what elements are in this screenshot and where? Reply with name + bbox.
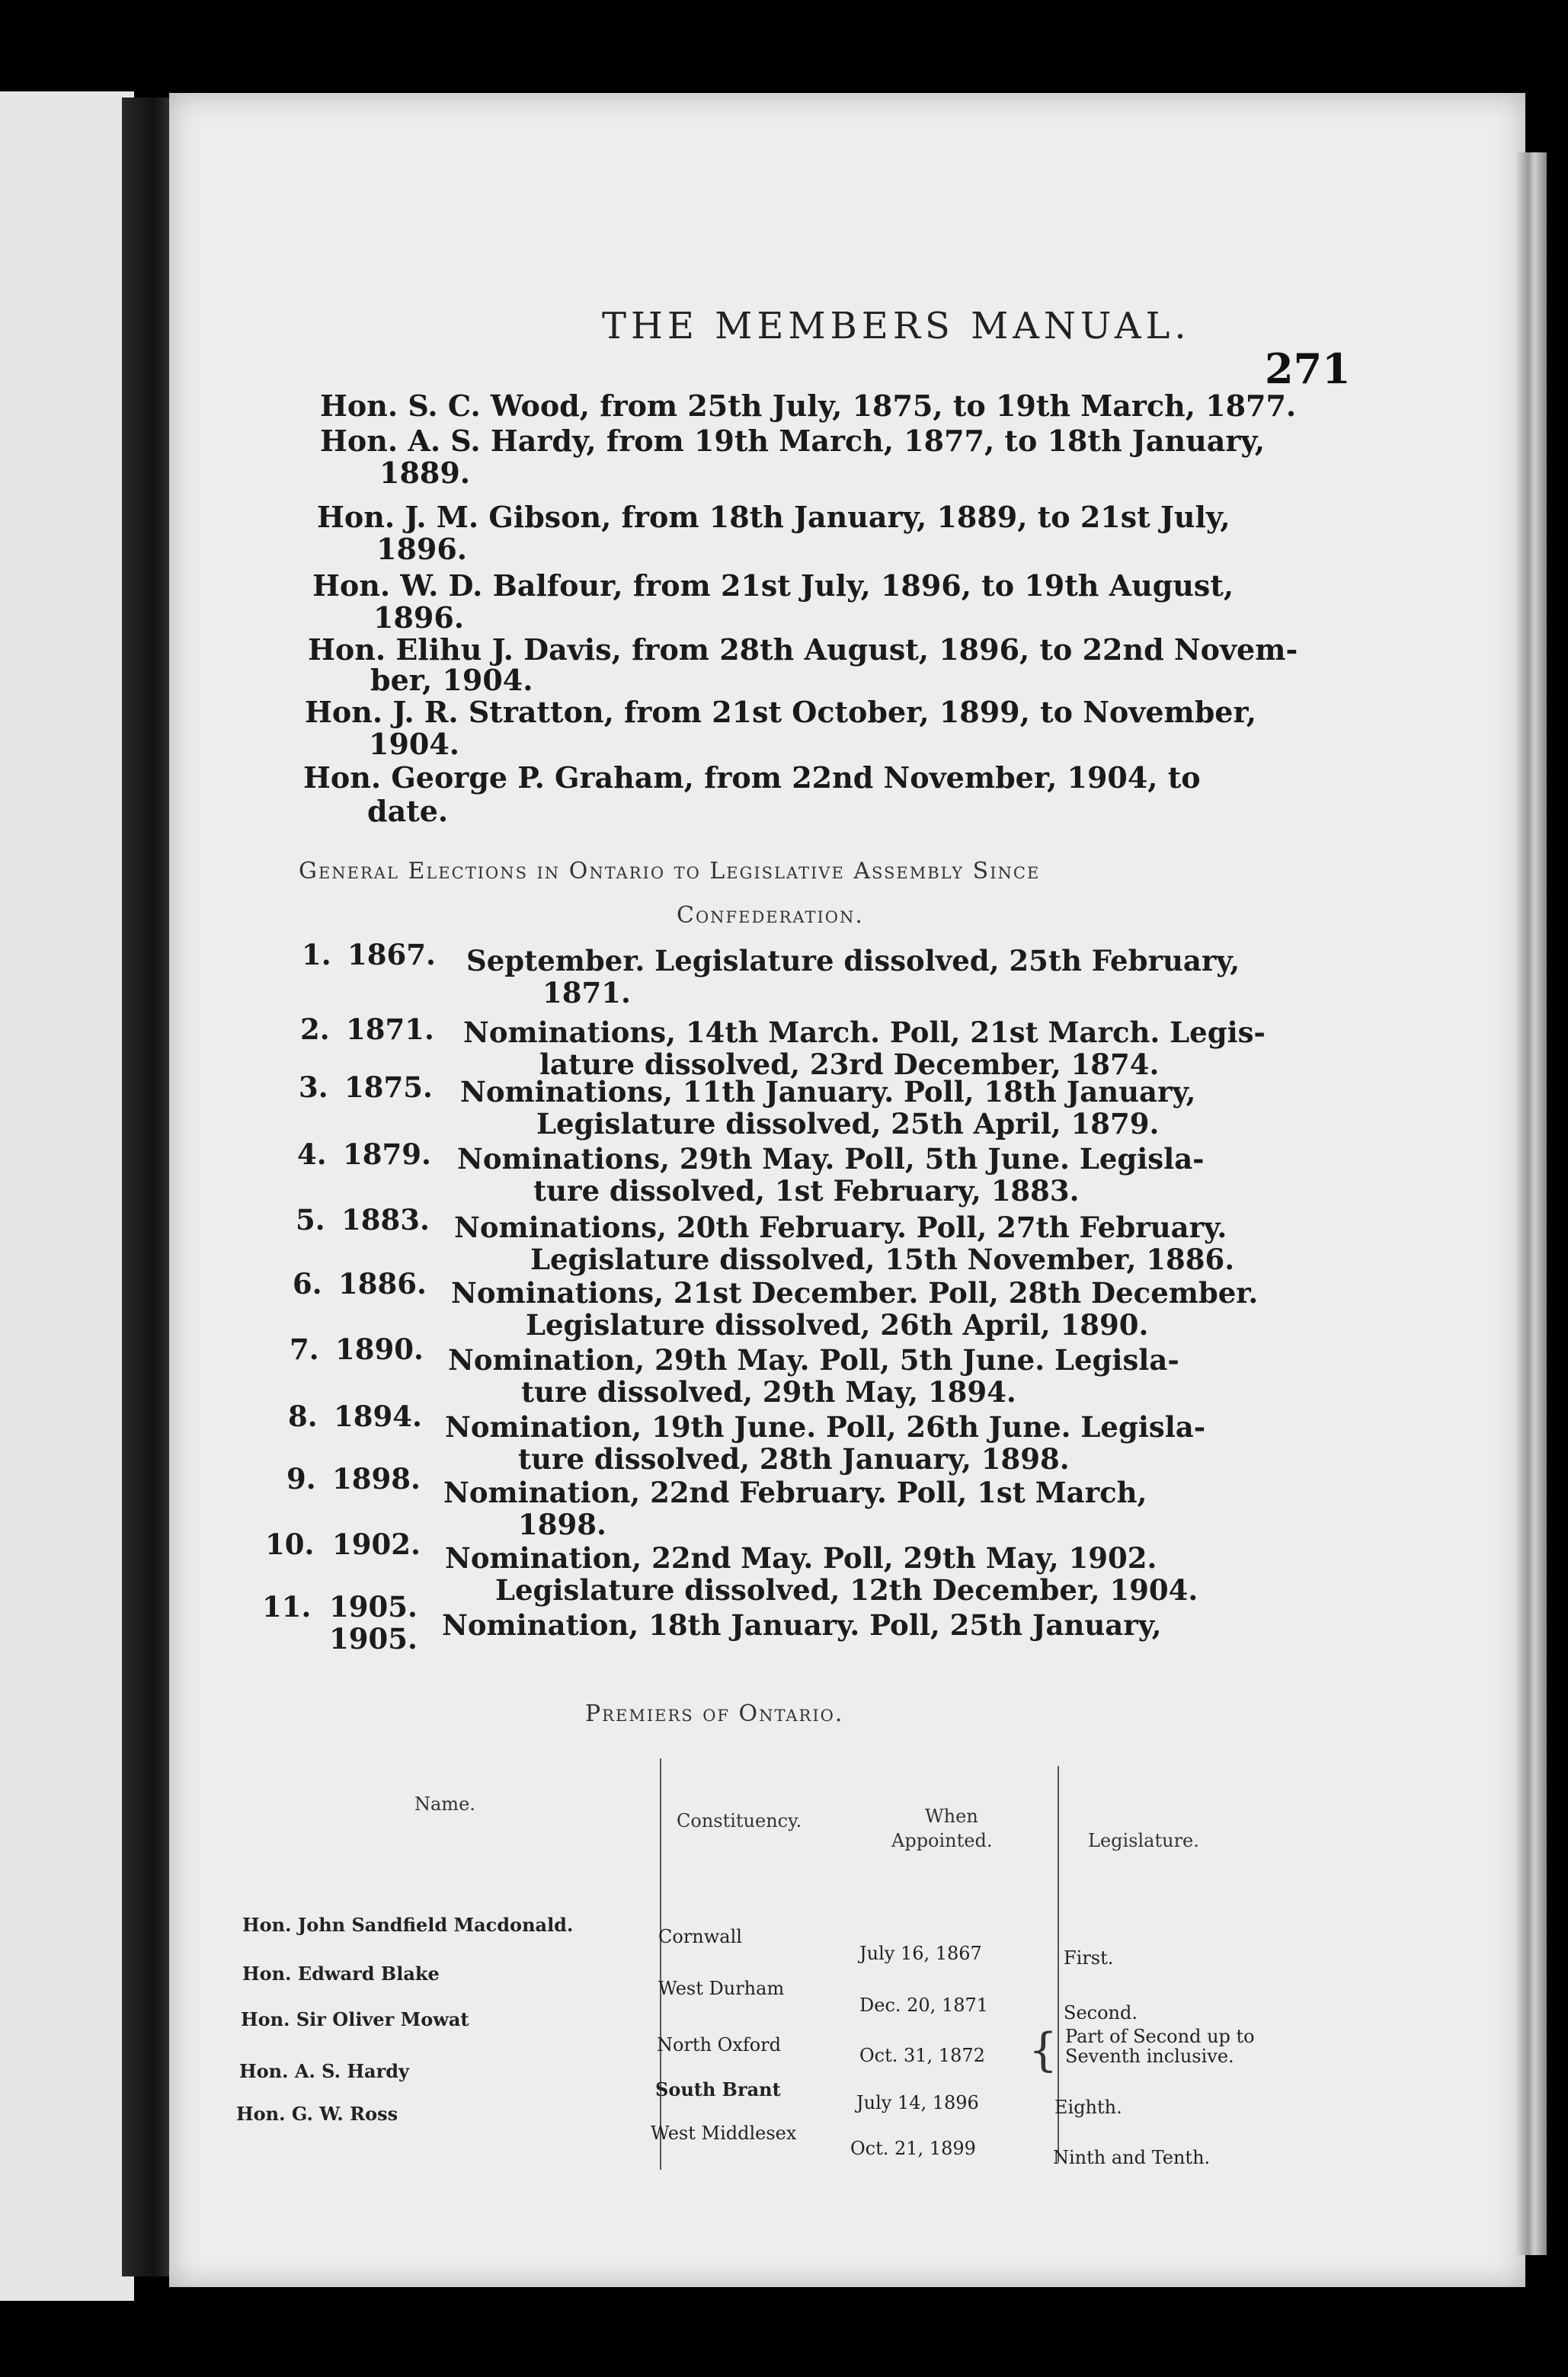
election-text-cont: Legislature dissolved, 26th April, 1890. — [526, 1308, 1149, 1342]
election-text-cont: Legislature dissolved, 15th November, 1886. — [530, 1243, 1235, 1276]
book-gutter — [122, 98, 175, 2276]
election-year: 1905. — [329, 1590, 418, 1624]
election-number: 1. — [302, 938, 331, 971]
running-head: THE MEMBERS MANUAL. — [602, 305, 1191, 347]
election-text: Nomination, 19th June. Poll, 26th June. Legisla- — [445, 1410, 1206, 1444]
premier-constituency: Cornwall — [658, 1926, 742, 1947]
election-text-cont: Legislature dissolved, 25th April, 1879. — [536, 1107, 1160, 1141]
election-text-cont: lature dissolved, 23rd December, 1874. — [539, 1048, 1160, 1081]
premier-legislature: Ninth and Tenth. — [1053, 2147, 1211, 2168]
treasurer-entry-cont: 1889. — [379, 456, 470, 490]
premier-legislature: Part of Second up to Seventh inclusive. — [1065, 2026, 1255, 2067]
table-header-constituency: Constituency. — [677, 1810, 802, 1832]
election-number: 10. — [265, 1528, 315, 1561]
election-text: Nominations, 20th February. Poll, 27th February. — [454, 1211, 1227, 1244]
election-text: Nominations, 21st December. Poll, 28th December. — [451, 1276, 1259, 1310]
election-year: 1875. — [344, 1070, 433, 1104]
table-header-when: When — [925, 1806, 978, 1827]
election-number: 11. — [262, 1590, 312, 1624]
treasurer-entry: Hon. S. C. Wood, from 25th July, 1875, to 19th March, 1877. — [320, 389, 1297, 423]
election-text-cont: ture dissolved, 28th January, 1898. — [518, 1442, 1070, 1476]
election-text-cont: ture dissolved, 1st February, 1883. — [533, 1174, 1080, 1208]
premier-constituency: North Oxford — [657, 2034, 782, 2055]
election-text: Nomination, 22nd February. Poll, 1st March, — [443, 1476, 1147, 1509]
election-number: 3. — [299, 1070, 328, 1104]
premier-constituency: South Brant — [655, 2078, 781, 2100]
elections-heading-cont: Confederation. — [677, 902, 864, 929]
election-text-cont: Legislature dissolved, 12th December, 1904. — [495, 1573, 1198, 1607]
table-header-name: Name. — [414, 1793, 475, 1815]
premier-appointed: Oct. 21, 1899 — [850, 2138, 976, 2159]
election-year: 1871. — [346, 1013, 434, 1046]
election-text: September. Legislature dissolved, 25th February, — [466, 944, 1240, 977]
election-year: 1890. — [335, 1332, 424, 1366]
treasurer-entry-cont: ber, 1904. — [370, 663, 533, 697]
table-header-legislature: Legislature. — [1088, 1830, 1199, 1851]
election-number: 2. — [300, 1013, 330, 1046]
election-text: Nominations, 14th March. Poll, 21st March. Legis- — [463, 1016, 1266, 1049]
treasurer-entry-cont: 1904. — [369, 727, 459, 761]
table-header-when-cont: Appointed. — [891, 1830, 993, 1851]
premier-appointed: July 16, 1867 — [859, 1943, 982, 1964]
election-text: Nominations, 11th January. Poll, 18th January, — [460, 1075, 1196, 1109]
election-year: 1898. — [332, 1462, 421, 1496]
election-number: 7. — [290, 1332, 319, 1366]
election-year: 1894. — [334, 1400, 422, 1433]
table-column-rule — [660, 1758, 661, 2170]
election-year: 1879. — [343, 1137, 431, 1171]
election-text-cont: 1898. — [518, 1508, 606, 1541]
election-number: 6. — [293, 1267, 322, 1300]
treasurer-entry: Hon. J. M. Gibson, from 18th January, 1889, to 21st July, — [317, 500, 1230, 534]
election-text-cont: ture dissolved, 29th May, 1894. — [521, 1375, 1016, 1409]
brace-mark: { — [1029, 2023, 1058, 2077]
premier-appointed: July 14, 1896 — [856, 2092, 979, 2113]
premier-appointed: Oct. 31, 1872 — [859, 2045, 985, 2066]
treasurer-entry: Hon. George P. Graham, from 22nd November, 1904, to — [303, 760, 1201, 795]
election-number: 9. — [286, 1462, 316, 1496]
treasurer-entry: Hon. J. R. Stratton, from 21st October, 1899, to November, — [305, 695, 1256, 729]
premier-legislature: Second. — [1064, 2002, 1138, 2023]
election-number: 5. — [296, 1203, 325, 1236]
election-year: 1883. — [341, 1203, 430, 1236]
premier-legislature: First. — [1064, 1947, 1114, 1969]
treasurer-entry: Hon. A. S. Hardy, from 19th March, 1877, to 18th January, — [320, 424, 1266, 458]
treasurer-entry-cont: 1896. — [376, 532, 467, 566]
election-year: 1867. — [347, 938, 436, 971]
premier-appointed: Dec. 20, 1871 — [859, 1995, 989, 2016]
page-stack-edge — [1516, 152, 1547, 2255]
premier-name: Hon. A. S. Hardy — [239, 2060, 409, 2082]
treasurer-entry-cont: 1896. — [373, 600, 464, 635]
election-year: 1886. — [338, 1267, 427, 1300]
election-text-cont: 1871. — [542, 976, 631, 1009]
treasurer-entry-cont: date. — [367, 794, 449, 828]
premier-legislature: Eighth. — [1054, 2097, 1122, 2118]
treasurer-entry: Hon. Elihu J. Davis, from 28th August, 1896, to 22nd Novem- — [308, 632, 1298, 667]
premier-name: Hon. G. W. Ross — [236, 2103, 398, 2125]
premier-name: Hon. Sir Oliver Mowat — [241, 2008, 469, 2030]
premier-constituency: West Middlesex — [651, 2123, 797, 2144]
premier-name: Hon. Edward Blake — [242, 1963, 440, 1985]
election-text: Nomination, 29th May. Poll, 5th June. Legisla- — [448, 1343, 1179, 1377]
premiers-heading: Premiers of Ontario. — [585, 1700, 844, 1727]
election-year: 1902. — [332, 1528, 421, 1561]
premier-constituency: West Durham — [658, 1978, 785, 1999]
election-number: 4. — [297, 1137, 327, 1171]
facing-page-edge — [0, 91, 134, 2301]
premier-name: Hon. John Sandfield Macdonald. — [242, 1914, 574, 1936]
election-text: Nomination, 18th January. Poll, 25th January, — [442, 1608, 1162, 1642]
treasurer-entry: Hon. W. D. Balfour, from 21st July, 1896, to 19th August, — [312, 568, 1234, 603]
election-text: Nomination, 22nd May. Poll, 29th May, 1902. — [445, 1541, 1157, 1575]
elections-heading: General Elections in Ontario to Legislative Assembly Since — [299, 858, 1041, 885]
election-year-repeat: 1905. — [329, 1622, 418, 1656]
election-number: 8. — [288, 1400, 318, 1433]
election-text: Nominations, 29th May. Poll, 5th June. Legisla- — [457, 1142, 1205, 1176]
page-number: 271 — [1265, 344, 1351, 393]
